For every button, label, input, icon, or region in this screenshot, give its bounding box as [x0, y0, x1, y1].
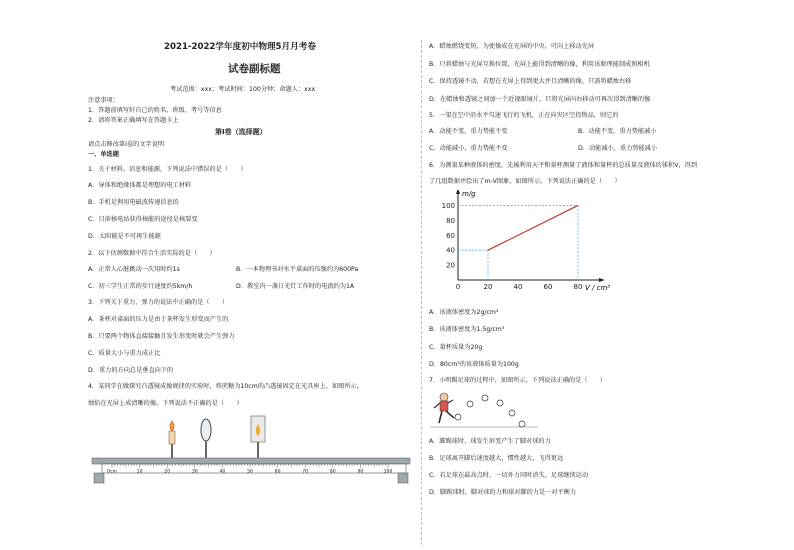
section-instruction: 请点击修改第I卷的文字说明 [88, 141, 165, 148]
q4-option-a: A．蜡烛燃烧变短，为使像成在光屏的中央，可向上移动光屏 [429, 43, 595, 50]
q3-stem: 3．下列关于重力、弹力的说法中正确的是（ ） [88, 299, 229, 306]
q6-stem: 6．为测量某种液体的密度，先後利用天平和量杯测量了液体和量杯的总质量及液体的体积V，得到 [429, 162, 698, 169]
chart-guide-lines [458, 205, 578, 280]
x-tick-label: 80 [573, 283, 583, 291]
exam-title: 2021-2022学年度初中物理5月月考卷 [164, 42, 316, 52]
q5-option-c: C．动能减小，重力势能不变 [429, 145, 508, 152]
ruler-label: 70 [302, 469, 309, 475]
y-tick-label: 80 [446, 216, 455, 225]
player [434, 393, 454, 423]
ruler-label: 30 [191, 469, 198, 475]
convex-lens [201, 419, 211, 458]
q7-option-a: A．脚踢球时，球发生形变产生了脚对球的力 [429, 438, 551, 445]
q1-option-b: B．手机是利用电磁波传递信息的 [88, 199, 179, 206]
ruler-label: 40 [219, 469, 226, 475]
q5-option-b: B．动能不变，重力势能减小 [578, 128, 657, 135]
part-title: 一、单选题 [88, 151, 119, 158]
q6-option-a: A．该液体密度为2g/cm³ [429, 309, 499, 316]
y-axis-arrow [456, 190, 460, 194]
y-tick-label: 60 [446, 231, 455, 240]
q6-option-d: D．80cm³的该液体质量为100g [429, 361, 519, 368]
x-axis-label: V / cm³ [585, 284, 611, 292]
y-tick-label: 40 [446, 246, 455, 255]
notes-title: 注意事项： [88, 97, 119, 104]
x-tick-label: 40 [513, 283, 523, 291]
q2-stem: 2．以下估测数据中符合生活实际的是（ ） [88, 250, 216, 257]
q1-stem: 1．关于材料、信息和能源，下列说法中错误的是（ ） [88, 166, 247, 173]
q3-option-b: B．只要两个物体直接接触且发生形变时就会产生弹力 [88, 333, 235, 340]
q7-stem: 7．小明踢足球的过程中，如图所示，下列说法正确的是（ ） [429, 377, 607, 384]
x-tick-label: 20 [483, 283, 493, 291]
q4-stem-2: 烛焰在光屏上成清晰的像。下列说法不正确的是（ ） [88, 400, 243, 407]
q6-option-b: B．该液体密度为1.5g/cm³ [429, 326, 505, 333]
q1-option-c: C．目前核电站获得核能的途径是核裂变 [88, 216, 198, 223]
ruler-label: 0cm [107, 469, 117, 475]
q1-option-d: D．太阳能是不可再生能源 [88, 233, 161, 240]
q7-option-d: D．脚踢球时，脚对球的力和球对脚的力是一对平衡力 [429, 489, 577, 496]
q1-option-a: A．导体和绝缘体都是理想的电工材料 [88, 182, 192, 189]
bench-rail [92, 458, 410, 464]
y-axis-label: m/g [462, 190, 476, 198]
optical-bench-figure [88, 410, 418, 485]
soccer-kick-figure [430, 389, 540, 431]
q2-option-c: C．初三学生正常的步行速度约5km/h [88, 283, 193, 290]
q4-stem: 4．某同学在做探究凸透镜成像规律的实验时，将蔗糖为10cm的凸透镜固定在光具座上，如图所示， [88, 383, 363, 390]
q2-option-d: D．教室内一盏日光灯工作时的电流约为1A [236, 283, 355, 290]
note-2: 2．请将答案正确填写在答题卡上 [88, 117, 179, 124]
x-tick-label: 0 [455, 283, 461, 291]
q3-option-a: A．茶杯对桌面的压力是由于茶杯发生形变而产生的 [88, 316, 229, 323]
ruler-label: 50 [247, 469, 253, 475]
ruler-label: 90 [357, 469, 364, 475]
q5-option-a: A．动能不变，重力势能不变 [429, 128, 508, 135]
q7-option-b: B．足球离开脚后速度越大，惯性越大，飞得更远 [429, 455, 564, 462]
ruler-label: 20 [164, 469, 171, 475]
q5-option-d: D．动能减小，重力势能减小 [578, 145, 658, 152]
section-title: 第I卷（选择题） [215, 128, 267, 136]
y-tick-label: 20 [446, 261, 455, 270]
q3-option-d: D．重力的方向总是垂直向下的 [88, 367, 174, 374]
candle [169, 421, 175, 458]
q6-stem-2: 了几组数据并绘出了m-V图象，如图所示。下列说法正确的是（ ） [429, 178, 621, 185]
x-tick-label: 60 [543, 283, 553, 291]
light-screen [251, 416, 265, 458]
q4-option-b: B．只将蜡烛与光屏互换位置，光屏上能得到清晰的像，利用该原理能制成照相机 [429, 61, 650, 68]
q3-option-c: C．质量大小与重力成正比 [88, 350, 161, 357]
y-tick-label: 100 [441, 201, 455, 210]
chart-tick-labels [442, 202, 583, 291]
column-divider [421, 40, 422, 545]
q6-option-c: C．量杯质量为20g [429, 344, 483, 351]
q4-option-c: C．保持透镜不动，若想在光屏上得到更大并且清晰的像，只需将蜡烛右移 [429, 78, 632, 85]
q2-option-a: A．正常人心脏跳动一次用时约1s [88, 266, 180, 273]
q7-option-c: C．若足球在最高点时，一切外力同时消失，足球继续运动 [429, 472, 589, 479]
note-1: 1．答题前填写好自己的姓名、班级、考号等信息 [88, 107, 222, 114]
ruler-label: 100 [383, 469, 393, 475]
bench-foot-left [94, 473, 104, 483]
m-v-chart [428, 190, 618, 300]
ruler-label: 80 [329, 469, 336, 475]
mass-volume-line [488, 205, 578, 250]
ball-trajectory [455, 395, 525, 427]
exam-info: 考试范围：xxx；考试时间：100分钟；命题人：xxx [170, 86, 316, 93]
exam-subtitle: 试卷副标题 [228, 63, 281, 75]
q5-stem: 5．一架在空中沿水平匀速飞行的飞机，正在向灾区空投物品，则它的 [429, 112, 619, 119]
q2-option-b: B．一本物理书对水平桌面的压强约为600Pa [236, 266, 359, 273]
q4-option-d: D．在蜡烛和透镜之间加一个近视眼镜片，只将光屏向右移动可再次得到清晰的像 [429, 96, 651, 103]
ruler-label: 60 [274, 469, 281, 475]
bench-foot-right [398, 473, 408, 483]
ruler-label: 10 [136, 469, 143, 475]
x-axis-arrow [599, 278, 605, 282]
